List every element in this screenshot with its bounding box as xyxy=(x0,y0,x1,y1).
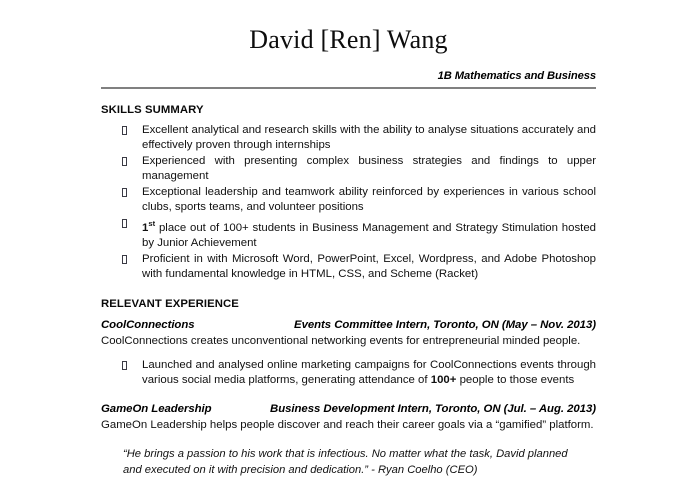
list-item-rank-suffix: st xyxy=(148,218,156,228)
experience-entry-coolconnections xyxy=(101,317,596,389)
skills-bullet-list xyxy=(101,123,596,283)
bullet-box-icon xyxy=(122,126,127,135)
experience-entry-gameon xyxy=(101,401,596,478)
header-divider xyxy=(101,87,596,89)
employer-name: GameOn Leadership xyxy=(101,402,212,415)
resume-content xyxy=(101,0,596,478)
job-title-and-dates: Events Committee Intern, Toronto, ON (May – Nov. 2013) xyxy=(294,318,596,331)
list-item-text: place out of 100+ students in Business Management and Strategy Stimulation hosted by Junior Achievement xyxy=(142,221,596,250)
header-subtitle-row xyxy=(101,66,596,85)
employer-name: CoolConnections xyxy=(101,318,195,331)
bullet-box-icon xyxy=(122,255,127,264)
list-item xyxy=(101,123,596,154)
list-item-text: Experienced with presenting complex business strategies and findings to upper management xyxy=(142,154,596,183)
job-title-and-dates: Business Development Intern, Toronto, ON (Jul. – Aug. 2013) xyxy=(270,402,596,415)
list-item-text: Exceptional leadership and teamwork ability reinforced by experiences in various school clubs, sports teams, and volunteer positions xyxy=(142,185,596,214)
list-item-highlight: 100+ xyxy=(430,374,457,387)
section-skills-summary xyxy=(101,104,596,283)
list-item xyxy=(101,358,596,389)
bullet-box-icon xyxy=(122,219,127,228)
list-item xyxy=(101,216,596,252)
entry-spacer xyxy=(101,389,596,400)
list-item-text: Excellent analytical and research skills with the ability to analyse situations accurately and effectively proven through internships xyxy=(142,123,596,152)
section-relevant-experience xyxy=(101,298,596,478)
list-item-text-pre: Launched and analysed online marketing campaigns for CoolConnections events through various social media platforms, generating attendance of xyxy=(142,358,596,387)
employer-description: GameOn Leadership helps people discover and reach their career goals via a “gamified” platform. xyxy=(101,418,594,431)
list-item xyxy=(101,252,596,283)
testimonial-quote: “He brings a passion to his work that is infectious. No matter what the task, David planned and executed on it with precision and dedication.” - Ryan Coelho (CEO) xyxy=(123,447,568,476)
employer-description: CoolConnections creates unconventional networking events for entrepreneurial minded people. xyxy=(101,334,581,347)
experience-bullet-list xyxy=(101,358,596,389)
bullet-box-icon xyxy=(122,157,127,166)
program-subtitle: 1B Mathematics and Business xyxy=(437,69,596,82)
bullet-box-icon xyxy=(122,188,127,197)
experience-entry-header xyxy=(101,317,596,333)
page-title: David [Ren] Wang xyxy=(249,25,448,54)
list-item xyxy=(101,185,596,216)
list-item-rank-number: 1 xyxy=(142,221,149,234)
bullet-box-icon xyxy=(122,361,127,370)
section-heading-experience: RELEVANT EXPERIENCE xyxy=(101,297,239,310)
list-item xyxy=(101,154,596,185)
list-item-text: Proficient in with Microsoft Word, PowerPoint, Excel, Wordpress, and Adobe Photoshop with fundamental knowledge in HTML, CSS, and Scheme (Racket) xyxy=(142,252,596,281)
section-heading-skills: SKILLS SUMMARY xyxy=(101,103,204,116)
experience-entry-header xyxy=(101,401,596,417)
list-item-text-post: people to those events xyxy=(456,374,575,387)
